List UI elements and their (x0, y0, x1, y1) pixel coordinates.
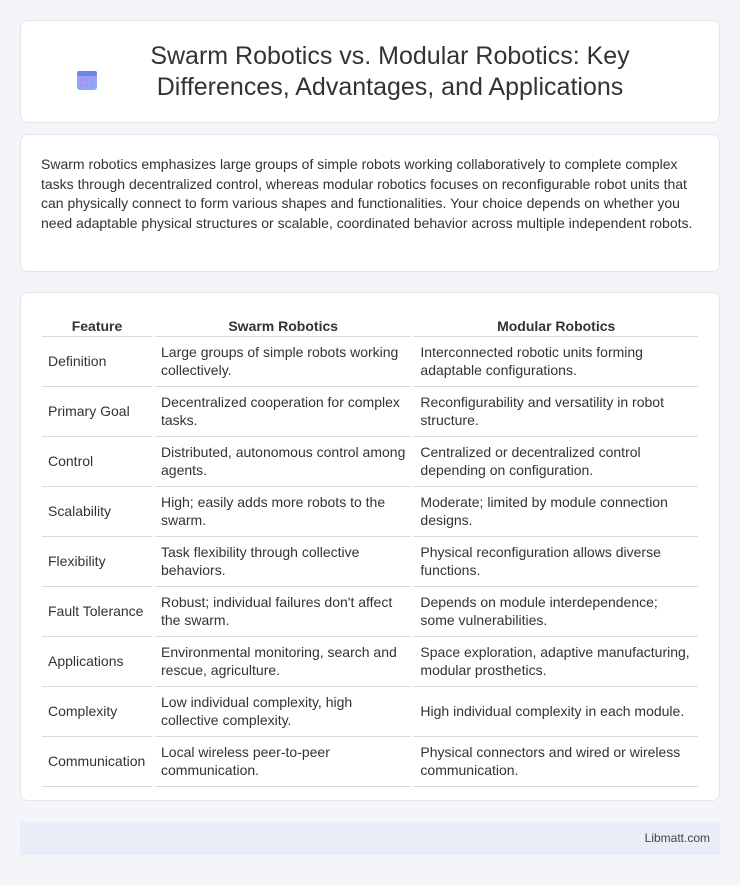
feature-cell: Complexity (42, 687, 152, 737)
feature-cell: Communication (42, 737, 152, 787)
page-title: Swarm Robotics vs. Modular Robotics: Key Differences, Advantages, and Applications (150, 42, 630, 101)
modular-cell: High individual complexity in each module. (414, 687, 698, 737)
table-row (42, 537, 698, 587)
swarm-cell: High; easily adds more robots to the swarm. (155, 487, 411, 537)
modular-cell: Space exploration, adaptive manufacturing, modular prosthetics. (414, 637, 698, 687)
feature-cell: Applications (42, 637, 152, 687)
feature-cell: Control (42, 437, 152, 487)
feature-cell: Flexibility (42, 537, 152, 587)
modular-cell: Reconfigurability and versatility in robot structure. (414, 387, 698, 437)
title-card (20, 20, 720, 123)
table-row (42, 737, 698, 787)
comparison-table-card (20, 292, 720, 801)
feature-cell: Definition (42, 337, 152, 387)
footer-bar (20, 822, 720, 855)
comparison-table (39, 313, 701, 787)
footer-site-link[interactable]: Libmatt.com (644, 831, 710, 845)
column-header-modular: Modular Robotics (414, 313, 698, 337)
column-header-feature: Feature (42, 313, 152, 337)
table-row (42, 437, 698, 487)
intro-paragraph: Swarm robotics emphasizes large groups of simple robots working collaboratively to complete complex tasks through decentralized control, whereas modular robotics focuses on reconfigurable robot units that can physically connect to form various shapes and functionalities. Your choice depends on whether you need adaptable physical structures or scalable, coordinated behavior across multiple independent robots. (41, 156, 693, 231)
feature-cell: Scalability (42, 487, 152, 537)
feature-cell: Fault Tolerance (42, 587, 152, 637)
modular-cell: Depends on module interdependence; some vulnerabilities. (414, 587, 698, 637)
swarm-cell: Local wireless peer-to-peer communication. (155, 737, 411, 787)
swarm-cell: Low individual complexity, high collective complexity. (155, 687, 411, 737)
table-row (42, 337, 698, 387)
swarm-cell: Task flexibility through collective behaviors. (155, 537, 411, 587)
swarm-cell: Large groups of simple robots working collectively. (155, 337, 411, 387)
swarm-cell: Distributed, autonomous control among agents. (155, 437, 411, 487)
table-row (42, 387, 698, 437)
swarm-cell: Decentralized cooperation for complex tasks. (155, 387, 411, 437)
swarm-cell: Environmental monitoring, search and rescue, agriculture. (155, 637, 411, 687)
table-row (42, 637, 698, 687)
column-header-swarm: Swarm Robotics (155, 313, 411, 337)
feature-cell: Primary Goal (42, 387, 152, 437)
modular-cell: Interconnected robotic units forming adaptable configurations. (414, 337, 698, 387)
table-header-row (42, 313, 698, 337)
table-row (42, 587, 698, 637)
table-row (42, 487, 698, 537)
modular-cell: Physical reconfiguration allows diverse functions. (414, 537, 698, 587)
table-row (42, 687, 698, 737)
modular-cell: Moderate; limited by module connection designs. (414, 487, 698, 537)
swarm-cell: Robust; individual failures don't affect the swarm. (155, 587, 411, 637)
modular-cell: Physical connectors and wired or wireless communication. (414, 737, 698, 787)
intro-card (20, 134, 720, 272)
modular-cell: Centralized or decentralized control depending on configuration. (414, 437, 698, 487)
